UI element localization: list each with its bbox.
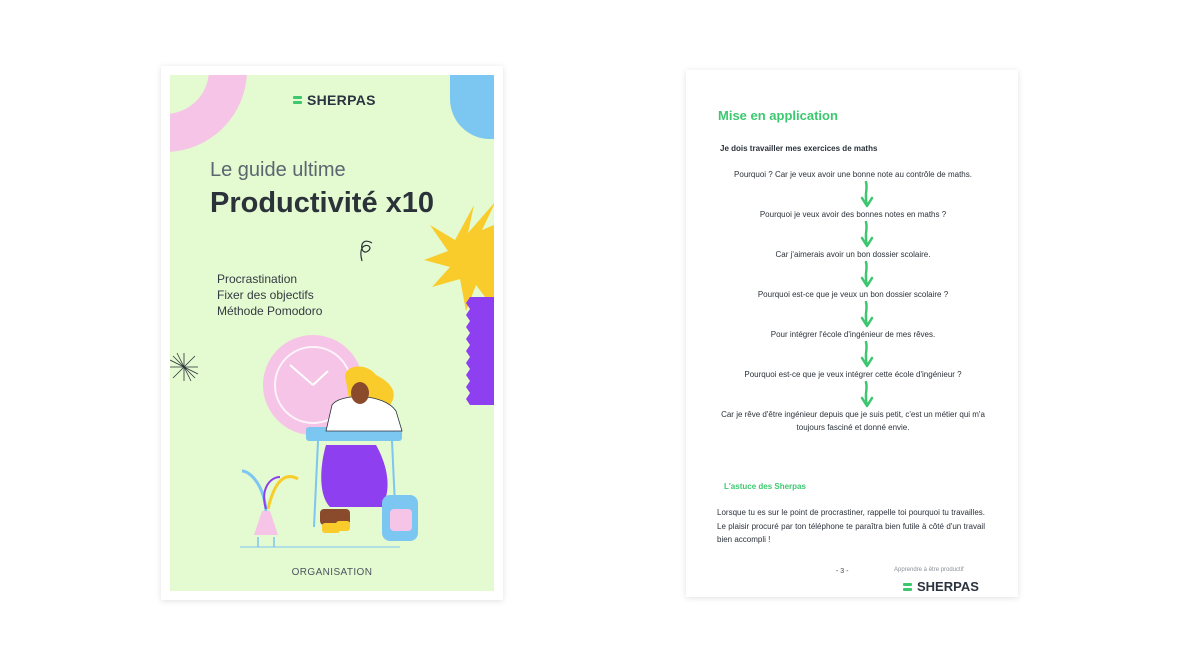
cover-brand-logo	[293, 92, 376, 108]
topic-item: Fixer des objectifs	[217, 288, 314, 302]
chain-step: Car je rêve d'être ingénieur depuis que je suis petit, c'est un métier qui m'a toujours fasciné et donné envie.	[721, 410, 985, 432]
plant-pot-shape	[254, 511, 278, 535]
character-legs-shape	[321, 445, 387, 507]
cover-page	[161, 66, 503, 600]
yellow-starburst-shape	[424, 201, 494, 311]
green-down-arrow-icon	[708, 261, 998, 288]
purple-zigzag-shape	[466, 297, 494, 405]
page-number: - 3 -	[836, 568, 849, 575]
cover-brand-text: SHERPAS	[307, 92, 376, 108]
exercise-heading: Je dois travailler mes exercices de maths	[720, 144, 878, 153]
green-down-arrow-icon	[708, 181, 998, 208]
green-down-arrow-icon	[708, 221, 998, 248]
cover-background	[170, 75, 494, 591]
why-chain	[708, 168, 998, 434]
sherpas-logo-icon	[903, 583, 912, 591]
sherpas-logo-icon	[293, 96, 302, 104]
blue-block-shape	[450, 75, 494, 139]
squiggle-shape	[361, 241, 372, 261]
tip-title: L'astuce des Sherpas	[724, 482, 806, 491]
chain-step: Pourquoi est-ce que je veux intégrer cette école d'ingénieur ?	[744, 370, 962, 379]
green-down-arrow-icon	[708, 301, 998, 328]
chain-step: Pourquoi est-ce que je veux un bon dossier scolaire ?	[757, 290, 949, 299]
chain-step: Pourquoi je veux avoir des bonnes notes en maths ?	[759, 210, 947, 219]
cover-title: Productivité x10	[210, 187, 435, 219]
tip-text: Lorsque tu es sur le point de procrastiner, rappelle toi pourquoi tu travailles. Le plaisir procuré par ton téléphone te paraîtra bien futile à côté d'un travail bien accompli !	[717, 508, 985, 544]
chain-step: Car j'aimerais avoir un bon dossier scolaire.	[775, 250, 931, 259]
chain-step: Pourquoi ? Car je veux avoir une bonne note au contrôle de maths.	[734, 170, 972, 179]
cover-subtitle: Le guide ultime	[210, 159, 346, 181]
green-down-arrow-icon	[708, 341, 998, 368]
footer-tagline: Apprendre à être productif	[894, 567, 964, 573]
topic-item: Méthode Pomodoro	[217, 304, 323, 318]
topic-list	[217, 271, 322, 319]
footer-brand-logo	[903, 579, 979, 594]
cover-illustration	[170, 75, 494, 591]
sunburst-shape	[170, 353, 198, 381]
cover-category: ORGANISATION	[291, 567, 373, 578]
topic-item: Procrastination	[217, 272, 298, 286]
green-down-arrow-icon	[708, 381, 998, 408]
section-title: Mise en application	[718, 108, 838, 123]
content-page	[686, 70, 1018, 597]
chain-step: Pour intégrer l'école d'ingénieur de mes rêves.	[770, 330, 936, 339]
footer-brand-text: SHERPAS	[917, 579, 979, 594]
